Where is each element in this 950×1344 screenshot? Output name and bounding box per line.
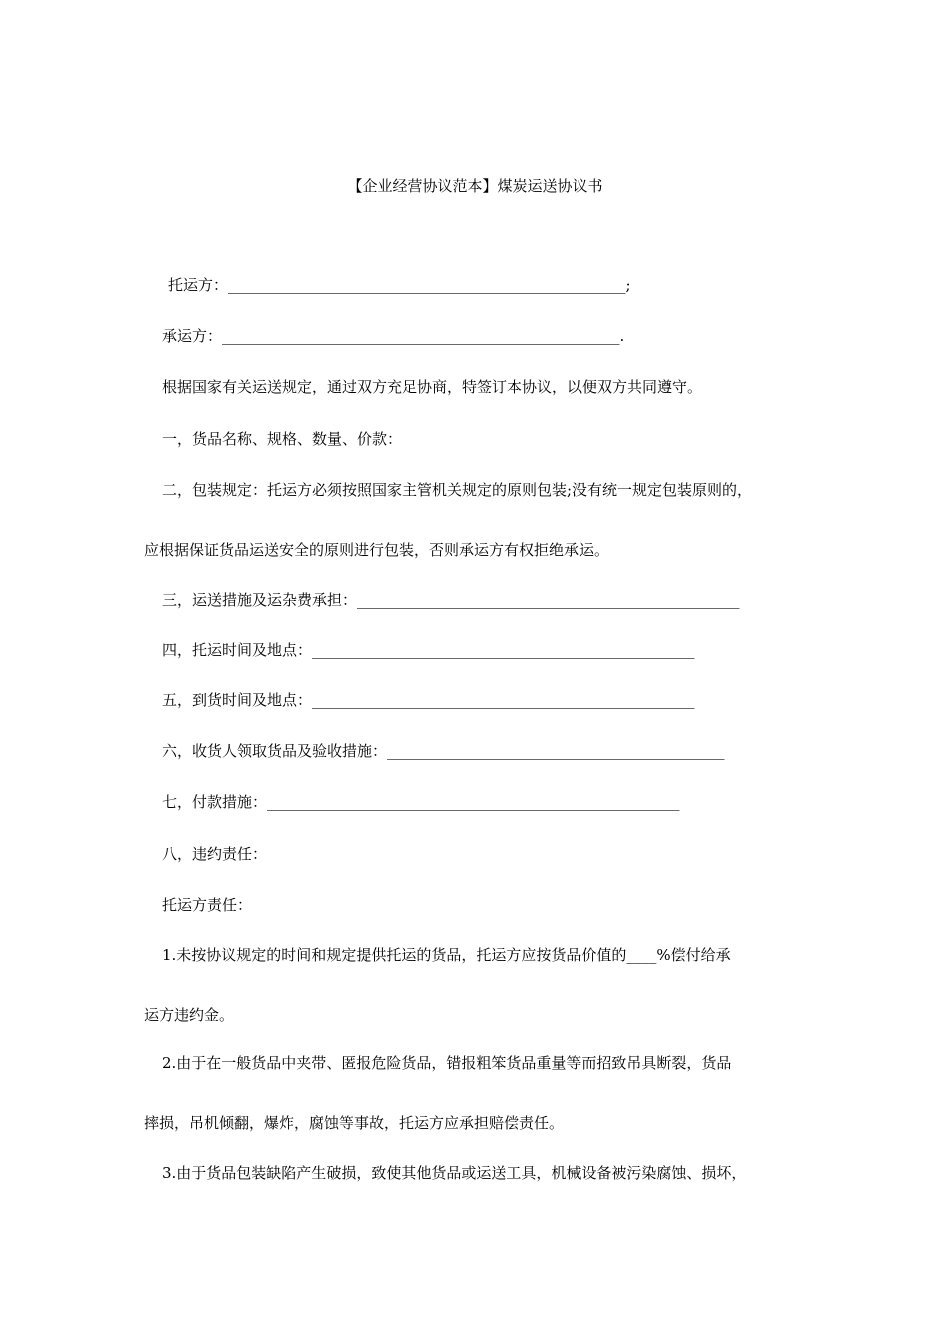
carrier-line: 承运方：_____________________________________________________. [162, 327, 625, 345]
preamble-paragraph: 根据国家有关运送规定，通过双方充足协商，特签订本协议，以便双方共同遵守。 [162, 378, 703, 396]
item-2-line-2: 摔损，吊机倾翻，爆炸，腐蚀等事故，托运方应承担赔偿责任。 [144, 1114, 565, 1132]
clause-2-line-1: 二，包装规定：托运方必须按照国家主管机关规定的原则包装;没有统一规定包装原则的， [162, 481, 753, 499]
document-title: 【企业经营协议范本】煤炭运送协议书 [347, 177, 603, 195]
shipper-line: 托运方：_____________________________________________________; [168, 276, 631, 294]
item-2-line-1: 2.由于在一般货品中夹带、匿报危险货品，错报粗笨货品重量等而招致吊具断裂，货品 [162, 1054, 732, 1072]
clause-2-line-2: 应根据保证货品运送安全的原则进行包装，否则承运方有权拒绝承运。 [144, 541, 610, 559]
clause-6: 六，收货人领取货品及验收措施：_____________________________________________ [162, 742, 725, 760]
item-1-line-1: 1.未按协议规定的时间和规定提供托运的货品，托运方应按货品价值的____%偿付给承 [162, 946, 731, 964]
clause-4: 四，托运时间及地点：___________________________________________________ [162, 641, 695, 659]
clause-1: 一，货品名称、规格、数量、价款： [162, 430, 403, 448]
clause-8-heading: 八，违约责任： [162, 845, 268, 863]
clause-7: 七，付款措施：_______________________________________________________ [162, 793, 680, 811]
clause-5: 五，到货时间及地点：___________________________________________________ [162, 691, 695, 709]
item-3-line-1: 3.由于货品包装缺陷产生破损，致使其他货品或运送工具，机械设备被污染腐蚀、损坏， [162, 1164, 747, 1182]
clause-3: 三，运送措施及运杂费承担：___________________________________________________ [162, 591, 740, 609]
shipper-responsibility-heading: 托运方责任： [162, 896, 253, 914]
item-1-line-2: 运方违约金。 [144, 1006, 235, 1024]
